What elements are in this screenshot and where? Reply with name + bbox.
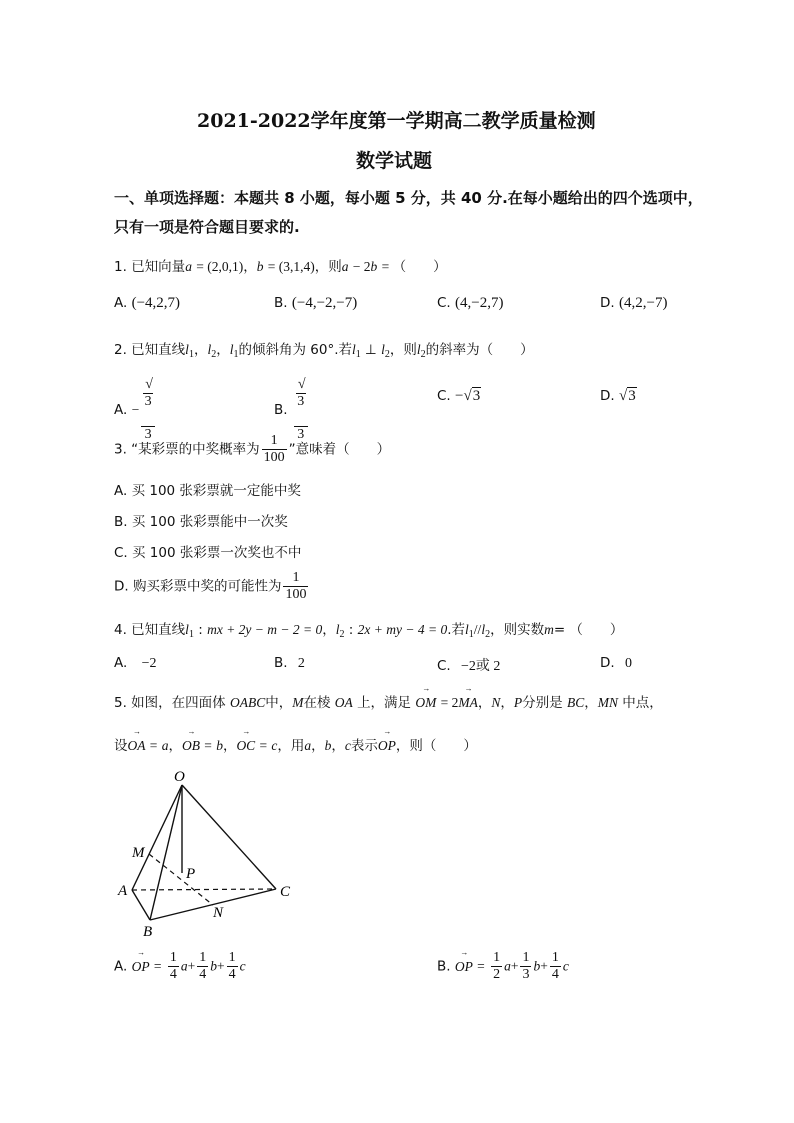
q1-option-d-label: D.: [600, 295, 615, 311]
q4-option-a-value: −2: [141, 656, 157, 671]
q4-option-b[interactable]: [274, 655, 305, 672]
q4-option-a[interactable]: [114, 655, 157, 672]
vector-b: b: [256, 259, 264, 274]
q5-line2-pre: 设: [114, 738, 128, 754]
line-l2: l: [207, 342, 212, 357]
line-l1: l: [185, 342, 189, 357]
q4-option-d[interactable]: [600, 655, 632, 672]
q2-option-b-label: B.: [274, 402, 288, 418]
vector-ma: → MA: [458, 684, 478, 710]
q4-option-d-value: 0: [624, 656, 632, 671]
q5-option-b-label: B.: [437, 958, 451, 975]
q1-option-c-label: C.: [437, 295, 451, 311]
q4-option-c-value: −2或 2: [461, 659, 501, 674]
q2-option-a-fraction: √ 3 3: [141, 377, 155, 443]
q2-text-end: 的斜率为（ ）: [425, 342, 534, 358]
section-heading-line2: 只有一项是符合题目要求的.: [114, 218, 300, 236]
q2-option-d-value: √3: [618, 388, 636, 404]
q2-option-c-value: −√3: [455, 388, 481, 404]
vector-ob: → OB: [181, 727, 200, 753]
question-5-line1: 5. 如图，在四面体 OABC中，M在棱 OA 上，满足 → OM = 2 → MA，N，P分别是 BC，MN 中点，: [114, 684, 663, 711]
q4-option-b-label: B.: [274, 655, 288, 671]
q4-text-end: = （ ）: [553, 622, 624, 638]
exam-title: 2021-2022学年度第一学期高二教学质量检测: [197, 110, 596, 132]
q3-option-b[interactable]: B. 买 100 张彩票能中一次奖: [114, 514, 288, 530]
edge-ob: [150, 785, 182, 920]
q3-option-d[interactable]: [114, 570, 310, 603]
q2-option-d[interactable]: [600, 388, 637, 405]
q2-text-post: ，则: [389, 342, 417, 358]
edge-oa: [132, 785, 182, 890]
q2-option-c-label: C.: [437, 388, 451, 404]
q5-option-a[interactable]: A. → OP = $\frac{1}{4}$ a+ $\frac{1}{4}$ b+ $\frac{1}{4}$ c: [114, 947, 246, 982]
q1-number: 1.: [114, 259, 127, 275]
q2-option-b-fraction: √ 3 3: [294, 377, 308, 443]
q4-option-a-label: A.: [114, 655, 128, 671]
label-o: O: [174, 769, 185, 785]
q1-option-c[interactable]: [437, 295, 503, 312]
edge-oc: [182, 785, 276, 889]
question-4: 4. 已知直线$l_1$ : mx + 2y − m − 2 = 0，$l_2$ : 2x + my − 4 = 0.若$l_1//l_2$，则实数m= （ ）: [114, 622, 624, 640]
vector-oc: → OC: [236, 727, 256, 753]
vector-b-2: b: [370, 259, 378, 274]
q4-line2-equation: 2x + my − 4 = 0: [357, 622, 448, 637]
edge-ab: [132, 890, 150, 920]
q1-text-pre: 已知向量: [131, 259, 186, 275]
q4-line1-equation: mx + 2y − m − 2 = 0: [207, 622, 323, 637]
q1-option-a-label: A.: [114, 295, 128, 311]
vector-om: → OM: [415, 684, 437, 710]
vector-a-2: a: [341, 259, 349, 274]
q4-option-b-value: 2: [297, 656, 305, 671]
q1-option-d-value: (4,2,−7): [618, 295, 668, 311]
q2-option-a-minus: −: [131, 402, 140, 417]
question-1: [114, 255, 447, 275]
exam-subtitle: 数学试题: [356, 150, 433, 172]
q1-minus: − 2: [352, 259, 371, 274]
q3-option-c[interactable]: C. 买 100 张彩票一次奖也不中: [114, 545, 302, 561]
q1-tail: = （ ）: [381, 259, 447, 274]
label-b: B: [143, 924, 153, 940]
q3-option-a[interactable]: A. 买 100 张彩票就一定能中奖: [114, 483, 301, 499]
q2-text-pre: 2. 已知直线: [114, 342, 186, 358]
section-heading-line1: 一、单项选择题：本题共 8 小题，每小题 5 分，共 40 分.在每小题给出的四个选项中，: [114, 189, 703, 207]
q5-option-a-label: A.: [114, 958, 128, 975]
tetrahedron-figure: [110, 765, 310, 940]
q1-option-a-value: (−4,2,7): [131, 295, 181, 311]
label-a: A: [118, 883, 128, 899]
question-2: 2. 已知直线$l_1$，$l_2$，$l_1$的倾斜角为 60°.若$l_1$ ⊥ $l_2$，则$l_2$的斜率为（ ）: [114, 342, 534, 360]
q5-option-b[interactable]: B. → OP = $\frac{1}{2}$ a+ $\frac{1}{3}$ b+ $\frac{1}{4}$ c: [437, 947, 569, 982]
q4-option-c-label: C.: [437, 658, 451, 674]
q1-option-b-label: B.: [274, 295, 288, 311]
vector-oa: → OA: [127, 727, 146, 753]
label-c: C: [280, 884, 291, 900]
label-n: N: [213, 905, 224, 921]
question-5-line2: 设 → OA = a， → OB = b， → OC = c，用a，b，c表示 → OP，则（ ）: [114, 727, 477, 754]
question-3: [114, 433, 390, 466]
q3-option-d-fraction: $\frac{1}{100}$: [285, 570, 307, 602]
q1-option-b-value: (−4,−2,−7): [291, 295, 358, 311]
segment-mn-hidden: [149, 854, 213, 905]
q4-text-pre: 4. 已知直线: [114, 622, 186, 638]
q3-text-pre: 3. “某彩票的中奖概率为: [114, 441, 260, 458]
q2-text-mid: 的倾斜角为 60°.若: [238, 342, 352, 358]
q1-a-value: = (2,0,1)，: [196, 259, 257, 274]
q1-option-b[interactable]: [274, 295, 357, 312]
q2-option-a-label: A.: [114, 402, 128, 418]
q5-text-pre: 5. 如图，在四面体: [114, 695, 226, 711]
label-m: M: [132, 845, 145, 861]
q3-fraction: $\frac{1}{100}$: [263, 433, 285, 465]
q1-option-a[interactable]: [114, 295, 180, 312]
q1-option-c-value: (4,−2,7): [455, 295, 504, 311]
q4-option-c[interactable]: [437, 655, 500, 675]
edge-ac-hidden: [132, 889, 276, 890]
q3-text-post: ”意味着（ ）: [288, 441, 391, 458]
q2-option-c[interactable]: [437, 388, 481, 405]
vector-op: → OP: [377, 727, 396, 753]
label-p: P: [186, 866, 196, 882]
vector-a: a: [185, 259, 192, 274]
q1-b-value: = (3,1,4)，则: [267, 259, 342, 274]
q1-option-d[interactable]: [600, 295, 667, 312]
q2-option-d-label: D.: [600, 388, 615, 404]
q3-option-d-text: D. 购买彩票中奖的可能性为: [114, 578, 282, 595]
q4-option-d-label: D.: [600, 655, 615, 671]
q4-text-post: ，则实数: [490, 622, 545, 638]
